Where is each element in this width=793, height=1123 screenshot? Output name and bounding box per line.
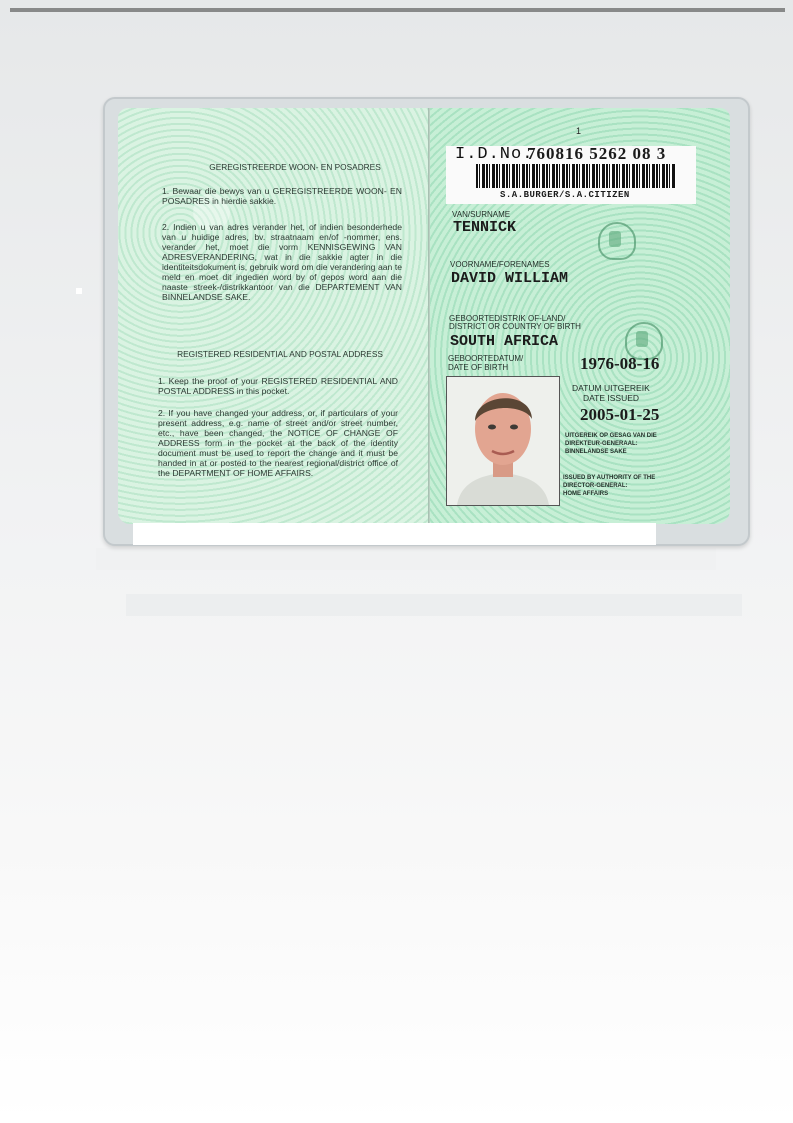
paragraph-1-afrikaans: 1. Bewaar die bewys van u GEREGISTREERDE WOON- EN POSADRES in hierdie sakkie. — [162, 186, 402, 206]
authority-afrikaans-line-2: DIREKTEUR-GENERAAL: — [565, 441, 638, 447]
heading-afrikaans: GEREGISTREERDE WOON- EN POSADRES — [209, 162, 381, 172]
dob-label-afrikaans: GEBOORTEDATUM/ — [448, 354, 524, 363]
sleeve-shadow-band — [126, 594, 742, 616]
authority-afrikaans-line-3: BINNELANDSE SAKE — [565, 449, 627, 455]
forenames-value: DAVID WILLIAM — [451, 270, 569, 287]
sleeve-bottom-strip — [133, 523, 656, 545]
authority-english-line-3: HOME AFFAIRS — [563, 491, 609, 497]
date-issued-label-english: DATE ISSUED — [583, 393, 640, 403]
authority-afrikaans-line-1: UITGEREIK OP GESAG VAN DIE — [565, 433, 657, 439]
portrait-image — [447, 377, 559, 505]
date-issued-label-afrikaans: DATUM UITGEREIK — [572, 383, 650, 393]
page-number: 1 — [576, 126, 582, 136]
authority-english-line-1: ISSUED BY AUTHORITY OF THE — [563, 475, 656, 481]
birth-country-value: SOUTH AFRICA — [450, 333, 559, 350]
date-issued-value: 2005-01-25 — [580, 405, 660, 424]
scan-top-edge — [10, 8, 785, 12]
citizenship-status: S.A.BURGER/S.A.CITIZEN — [500, 190, 630, 200]
scan-speck — [76, 288, 82, 294]
surname-label: VAN/SURNAME — [452, 210, 511, 219]
surname-value: TENNICK — [453, 219, 517, 236]
birth-country-label-afrikaans: GEBOORTEDISTRIK OF-LAND/ — [449, 314, 566, 323]
heading-english: REGISTERED RESIDENTIAL AND POSTAL ADDRESS — [177, 349, 383, 359]
dob-value: 1976-08-16 — [580, 354, 660, 373]
coat-of-arms-watermark — [598, 222, 636, 260]
paragraph-2-afrikaans: 2. Indien u van adres verander het, of indien besonderhede van u huidige adres, bv. straatnaam en/of -nommer, ens. verander het, moet die vorm KENNISGEWING VAN ADRESVERANDERING, wat in die sakkie agter in die identiteitsdokument is, gebruik word om die verandering aan te meld en moet dit ingedien word by of gepos word aan die naaste streek-/distrikkantoor van die DEPARTEMENT VAN BINNELANDSE SAKE. — [162, 222, 402, 302]
sleeve-shadow-band — [96, 548, 716, 570]
authority-english-line-2: DIRECTOR-GENERAL: — [563, 483, 628, 489]
paragraph-2-english: 2. If you have changed your address, or, if particulars of your present address, e.g. name of street and/or street number, etc., have been changed, the NOTICE OF CHANGE OF ADDRESS form in the pocket at the back of the identity document must be used to report the change and it must be handed in at or posted to the nearest regional/district office of the DEPARTMENT OF HOME AFFAIRS. — [158, 408, 398, 478]
forenames-label: VOORNAME/FORENAMES — [450, 260, 550, 269]
id-number-prefix: I.D.No. — [455, 145, 534, 164]
holder-photo — [446, 376, 560, 506]
birth-country-label-english: DISTRICT OR COUNTRY OF BIRTH — [449, 322, 581, 331]
dob-label-english: DATE OF BIRTH — [448, 363, 509, 372]
id-number: 760816 5262 08 3 — [527, 144, 667, 163]
paragraph-1-english: 1. Keep the proof of your REGISTERED RESIDENTIAL AND POSTAL ADDRESS in this pocket. — [158, 376, 398, 396]
barcode — [476, 164, 676, 188]
